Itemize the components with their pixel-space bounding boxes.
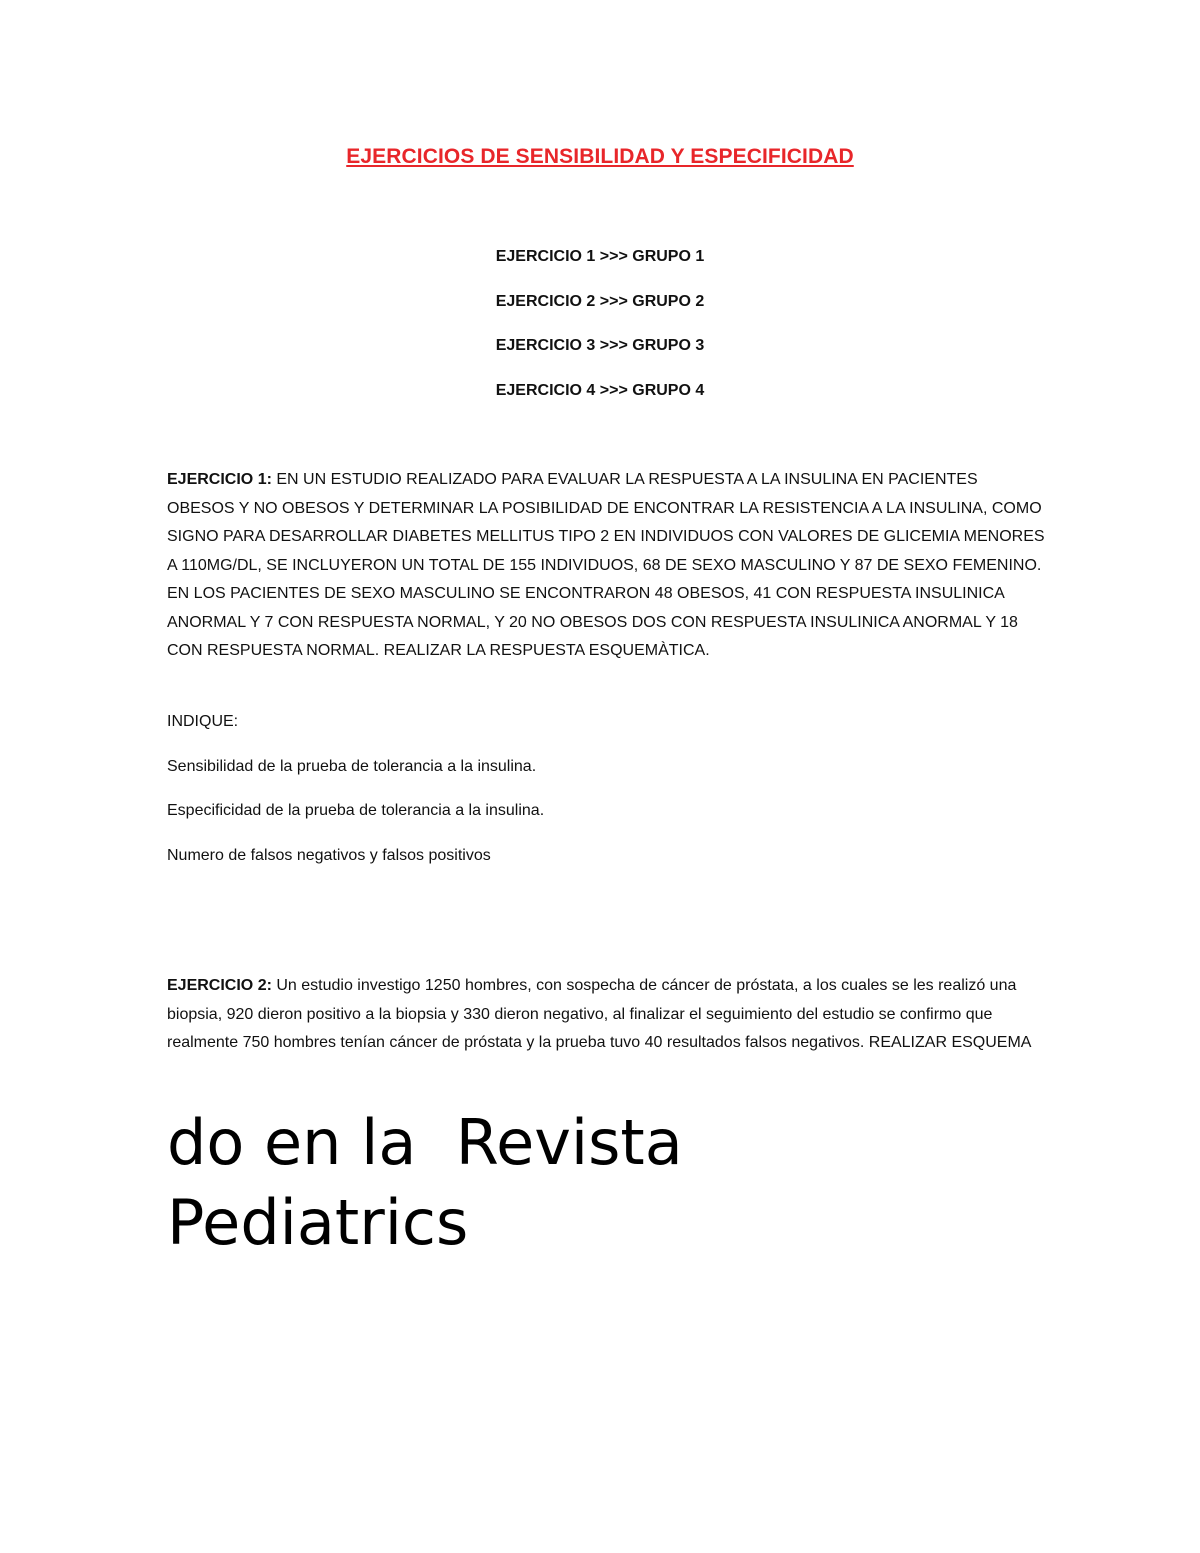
group-assignment-list <box>0 246 1200 424</box>
large-overlay-text <box>167 1103 1067 1263</box>
exercise-1-label: EJERCICIO 1: <box>167 471 272 488</box>
exercise-2-text: Un estudio investigo 1250 hombres, con sospecha de cáncer de próstata, a los cuales se les realizó una biopsia, 920 dieron positivo a la biopsia y 330 dieron negativo, al finalizar el seguimiento del estudio se confirmo que realmente 750 hombres tenían cáncer de próstata y la prueba tuvo 40 resultados falsos negativos. REALIZAR ESQUEMA <box>167 977 1032 1051</box>
exercise-1-questions <box>167 708 1047 886</box>
exercise-2 <box>167 972 1047 1058</box>
group-assignment-item: EJERCICIO 3 >>> GRUPO 3 <box>495 337 705 354</box>
group-assignment-item: EJERCICIO 4 >>> GRUPO 4 <box>495 381 705 399</box>
large-text-line-2: Pediatrics <box>167 1186 469 1259</box>
exercise-2-label: EJERCICIO 2: <box>167 977 272 994</box>
group-assignment-item: EJERCICIO 2 >>> GRUPO 2 <box>495 292 705 310</box>
exercise-1-text: EN UN ESTUDIO REALIZADO PARA EVALUAR LA RESPUESTA A LA INSULINA EN PACIENTES OBESOS Y NO OBESOS Y DETERMINAR LA POSIBILIDAD DE ENCONTRAR LA RESISTENCIA A LA INSULINA, COMO SIGNO PARA DESARROLLAR DIABETES MELLITUS TIPO 2 EN INDIVIDUOS CON VALORES DE GLICEMIA MENORES A 110MG/DL, SE INCLUYERON UN TOTAL DE 155 INDIVIDUOS, 68 DE SEXO MASCULINO Y 87 DE SEXO FEMENINO. EN LOS PACIENTES DE SEXO MASCULINO SE ENCONTRARON 48 OBESOS, 41 CON RESPUESTA INSULINICA ANORMAL Y 7 CON RESPUESTA NORMAL, Y 20 NO OBESOS DOS CON RESPUESTA INSULINICA ANORMAL Y 18 CON RESPUESTA NORMAL. REALIZAR LA RESPUESTA ESQUEMÀTICA. <box>167 471 1045 659</box>
question-item: Especificidad de la prueba de tolerancia a la insulina. <box>167 802 545 819</box>
question-item: Sensibilidad de la prueba de tolerancia a la insulina. <box>167 757 537 775</box>
document-title: EJERCICIOS DE SENSIBILIDAD Y ESPECIFICIDAD <box>346 145 854 168</box>
exercise-1 <box>167 466 1047 666</box>
question-item: Numero de falsos negativos y falsos positivos <box>167 846 491 864</box>
large-text-line-1: do en la Revista <box>167 1106 683 1179</box>
exercise-1-prompt: INDIQUE: <box>167 713 239 730</box>
group-assignment-item: EJERCICIO 1 >>> GRUPO 1 <box>495 248 705 265</box>
exercise-1-paragraph <box>167 466 1047 666</box>
exercise-2-paragraph <box>167 972 1047 1058</box>
